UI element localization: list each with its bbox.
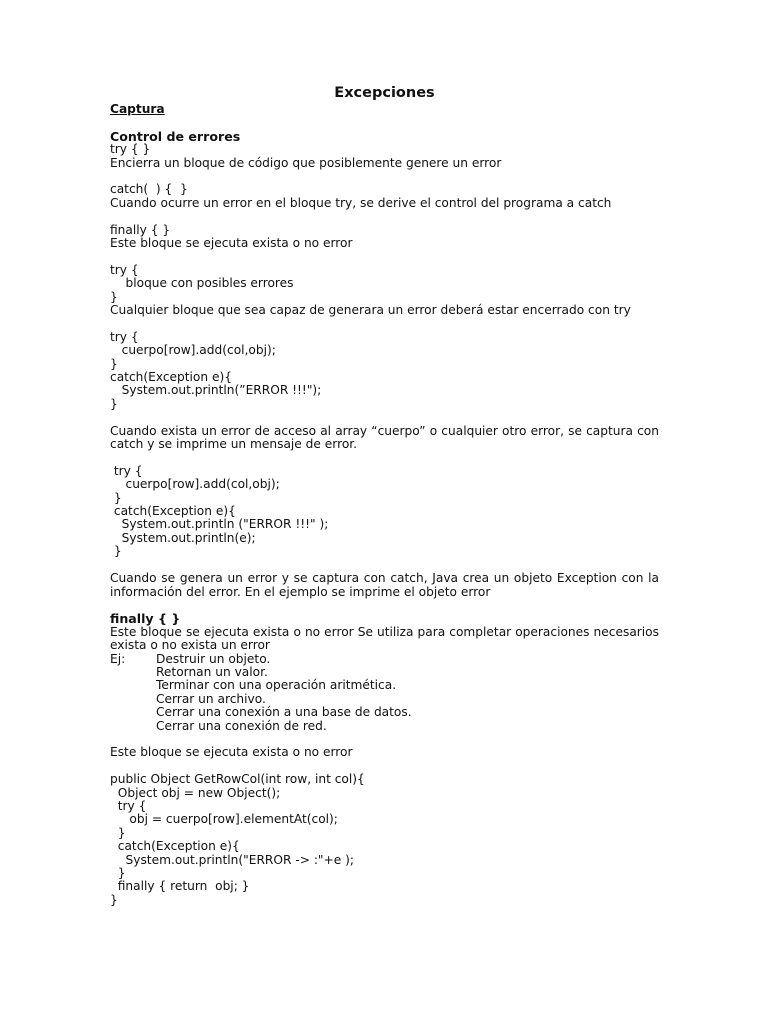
code-line: catch(Exception e){ xyxy=(110,504,236,519)
section-captura: Captura xyxy=(110,102,165,116)
heading-finally: finally { } xyxy=(110,611,181,627)
code-line: } xyxy=(110,396,118,411)
code-line: Object obj = new Object(); xyxy=(110,785,281,800)
code-line: bloque con posibles errores xyxy=(110,276,294,291)
finally-line: finally { } xyxy=(110,222,171,237)
code-line: public Object GetRowCol(int row, int col){ xyxy=(110,772,365,787)
list-item: Destruir un objeto. xyxy=(156,651,271,666)
catch-line: catch( ) { } xyxy=(110,182,188,197)
code-line: } xyxy=(110,356,118,371)
code-line: try { xyxy=(110,463,143,478)
code-line: cuerpo[row].add(col,obj); xyxy=(110,343,276,358)
code-line: } xyxy=(110,490,122,505)
list-item: Terminar con una operación aritmética. xyxy=(156,678,397,693)
list-item: Cerrar una conexión de red. xyxy=(156,718,327,733)
document-page xyxy=(110,84,659,907)
code-line: System.out.println(”ERROR !!!"); xyxy=(110,383,322,398)
code-line: } xyxy=(110,289,118,304)
catch-description: Cuando ocurre un error en el bloque try, se derive el control del programa a catch xyxy=(110,195,612,210)
code-line: cuerpo[row].add(col,obj); xyxy=(110,477,280,492)
heading-control-errores: Control de errores xyxy=(110,128,241,144)
example-label: Ej: xyxy=(110,651,126,666)
code-line: } xyxy=(110,825,126,840)
code-line: try { xyxy=(110,798,147,813)
paragraph-exception-object: Cuando se genera un error y se captura con catch, Java crea un objeto Exception con la información del error. En el ejemplo se imprime el objeto error xyxy=(110,571,659,599)
code-line: catch(Exception e){ xyxy=(110,370,232,385)
code-line: System.out.println("ERROR -> :"+e ); xyxy=(110,852,354,867)
paragraph-array-error: Cuando exista un error de acceso al array “cuerpo” o cualquier otro error, se captura con catch y se imprime un mensaje de error. xyxy=(110,423,659,452)
paragraph-finally: Este bloque se ejecuta exista o no error Se utiliza para completar operaciones necesarios exista o no exista un error xyxy=(110,624,659,653)
code-line: try { xyxy=(110,329,139,344)
code-line: obj = cuerpo[row].elementAt(col); xyxy=(110,812,338,827)
try-line: try { } xyxy=(110,142,151,157)
code-line: System.out.println ("ERROR !!!" ); xyxy=(110,517,329,532)
code-line: finally { return obj; } xyxy=(110,879,250,894)
finally-description: Este bloque se ejecuta exista o no error xyxy=(110,236,353,251)
document-title: Excepciones xyxy=(334,85,435,101)
code-line: catch(Exception e){ xyxy=(110,839,240,854)
list-item: Retornan un valor. xyxy=(156,664,268,679)
try-description: Encierra un bloque de código que posiblemente genere un error xyxy=(110,155,502,170)
example-list xyxy=(110,653,659,733)
try-block-description: Cualquier bloque que sea capaz de generara un error deberá estar encerrado con try xyxy=(110,303,631,318)
code-line: } xyxy=(110,865,126,880)
code-line: } xyxy=(110,544,122,559)
code-line: try { xyxy=(110,262,139,277)
finally-description-2: Este bloque se ejecuta exista o no error xyxy=(110,745,353,760)
list-item: Cerrar una conexión a una base de datos. xyxy=(156,705,412,720)
code-line: System.out.println(e); xyxy=(110,530,256,545)
list-item: Cerrar un archivo. xyxy=(156,691,266,706)
code-line: } xyxy=(110,892,118,907)
